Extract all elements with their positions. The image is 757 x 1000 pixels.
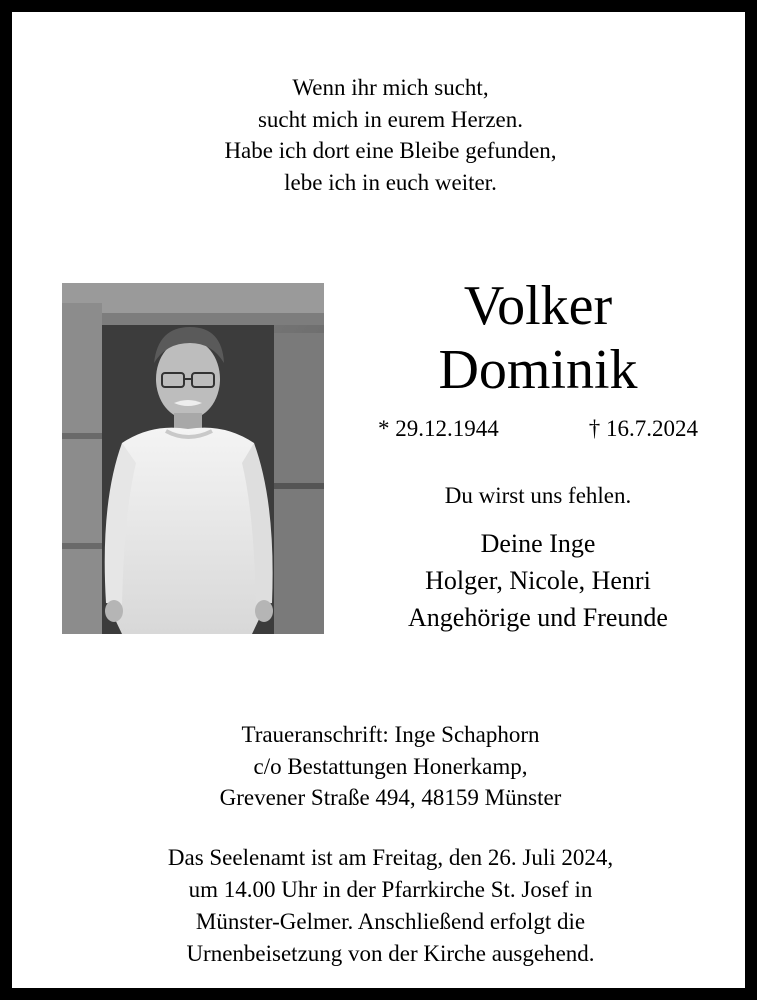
birth-date: * 29.12.1944 bbox=[378, 416, 499, 441]
poem-line: Wenn ihr mich sucht, bbox=[292, 75, 489, 100]
life-dates bbox=[378, 414, 698, 444]
poem-line: Habe ich dort eine Bleibe gefunden, bbox=[224, 138, 557, 163]
portrait-photo-image bbox=[62, 283, 324, 634]
death-date: † 16.7.2024 bbox=[588, 416, 698, 441]
address-line: c/o Bestattungen Honerkamp, bbox=[253, 753, 528, 779]
first-name: Volker bbox=[463, 275, 613, 337]
portrait-photo bbox=[62, 283, 324, 634]
poem-line: lebe ich in euch weiter. bbox=[284, 169, 497, 195]
mourner-line: Deine Inge bbox=[480, 529, 596, 558]
farewell-text: Du wirst uns fehlen. bbox=[444, 483, 632, 508]
service-line: Münster-Gelmer. Anschließend erfolgt die bbox=[195, 909, 586, 934]
mourning-address bbox=[12, 719, 757, 814]
poem-line: sucht mich in eurem Herzen. bbox=[257, 106, 524, 132]
service-line: Urnenbeisetzung von der Kirche ausgehend. bbox=[186, 941, 595, 966]
mourner-line: Angehörige und Freunde bbox=[408, 603, 668, 632]
address-line: Traueranschrift: Inge Schaphorn bbox=[241, 722, 540, 747]
deceased-name bbox=[378, 274, 698, 402]
service-line: um 14.00 Uhr in der Pfarrkirche St. Josef in bbox=[188, 877, 593, 902]
last-name: Dominik bbox=[438, 339, 638, 401]
service-info bbox=[12, 842, 757, 970]
poem bbox=[12, 72, 757, 198]
address-line: Grevener Straße 494, 48159 Münster bbox=[219, 785, 562, 810]
mourners-list bbox=[378, 525, 698, 636]
service-line: Das Seelenamt ist am Freitag, den 26. Juli 2024, bbox=[167, 845, 614, 870]
mourner-line: Holger, Nicole, Henri bbox=[425, 566, 651, 595]
